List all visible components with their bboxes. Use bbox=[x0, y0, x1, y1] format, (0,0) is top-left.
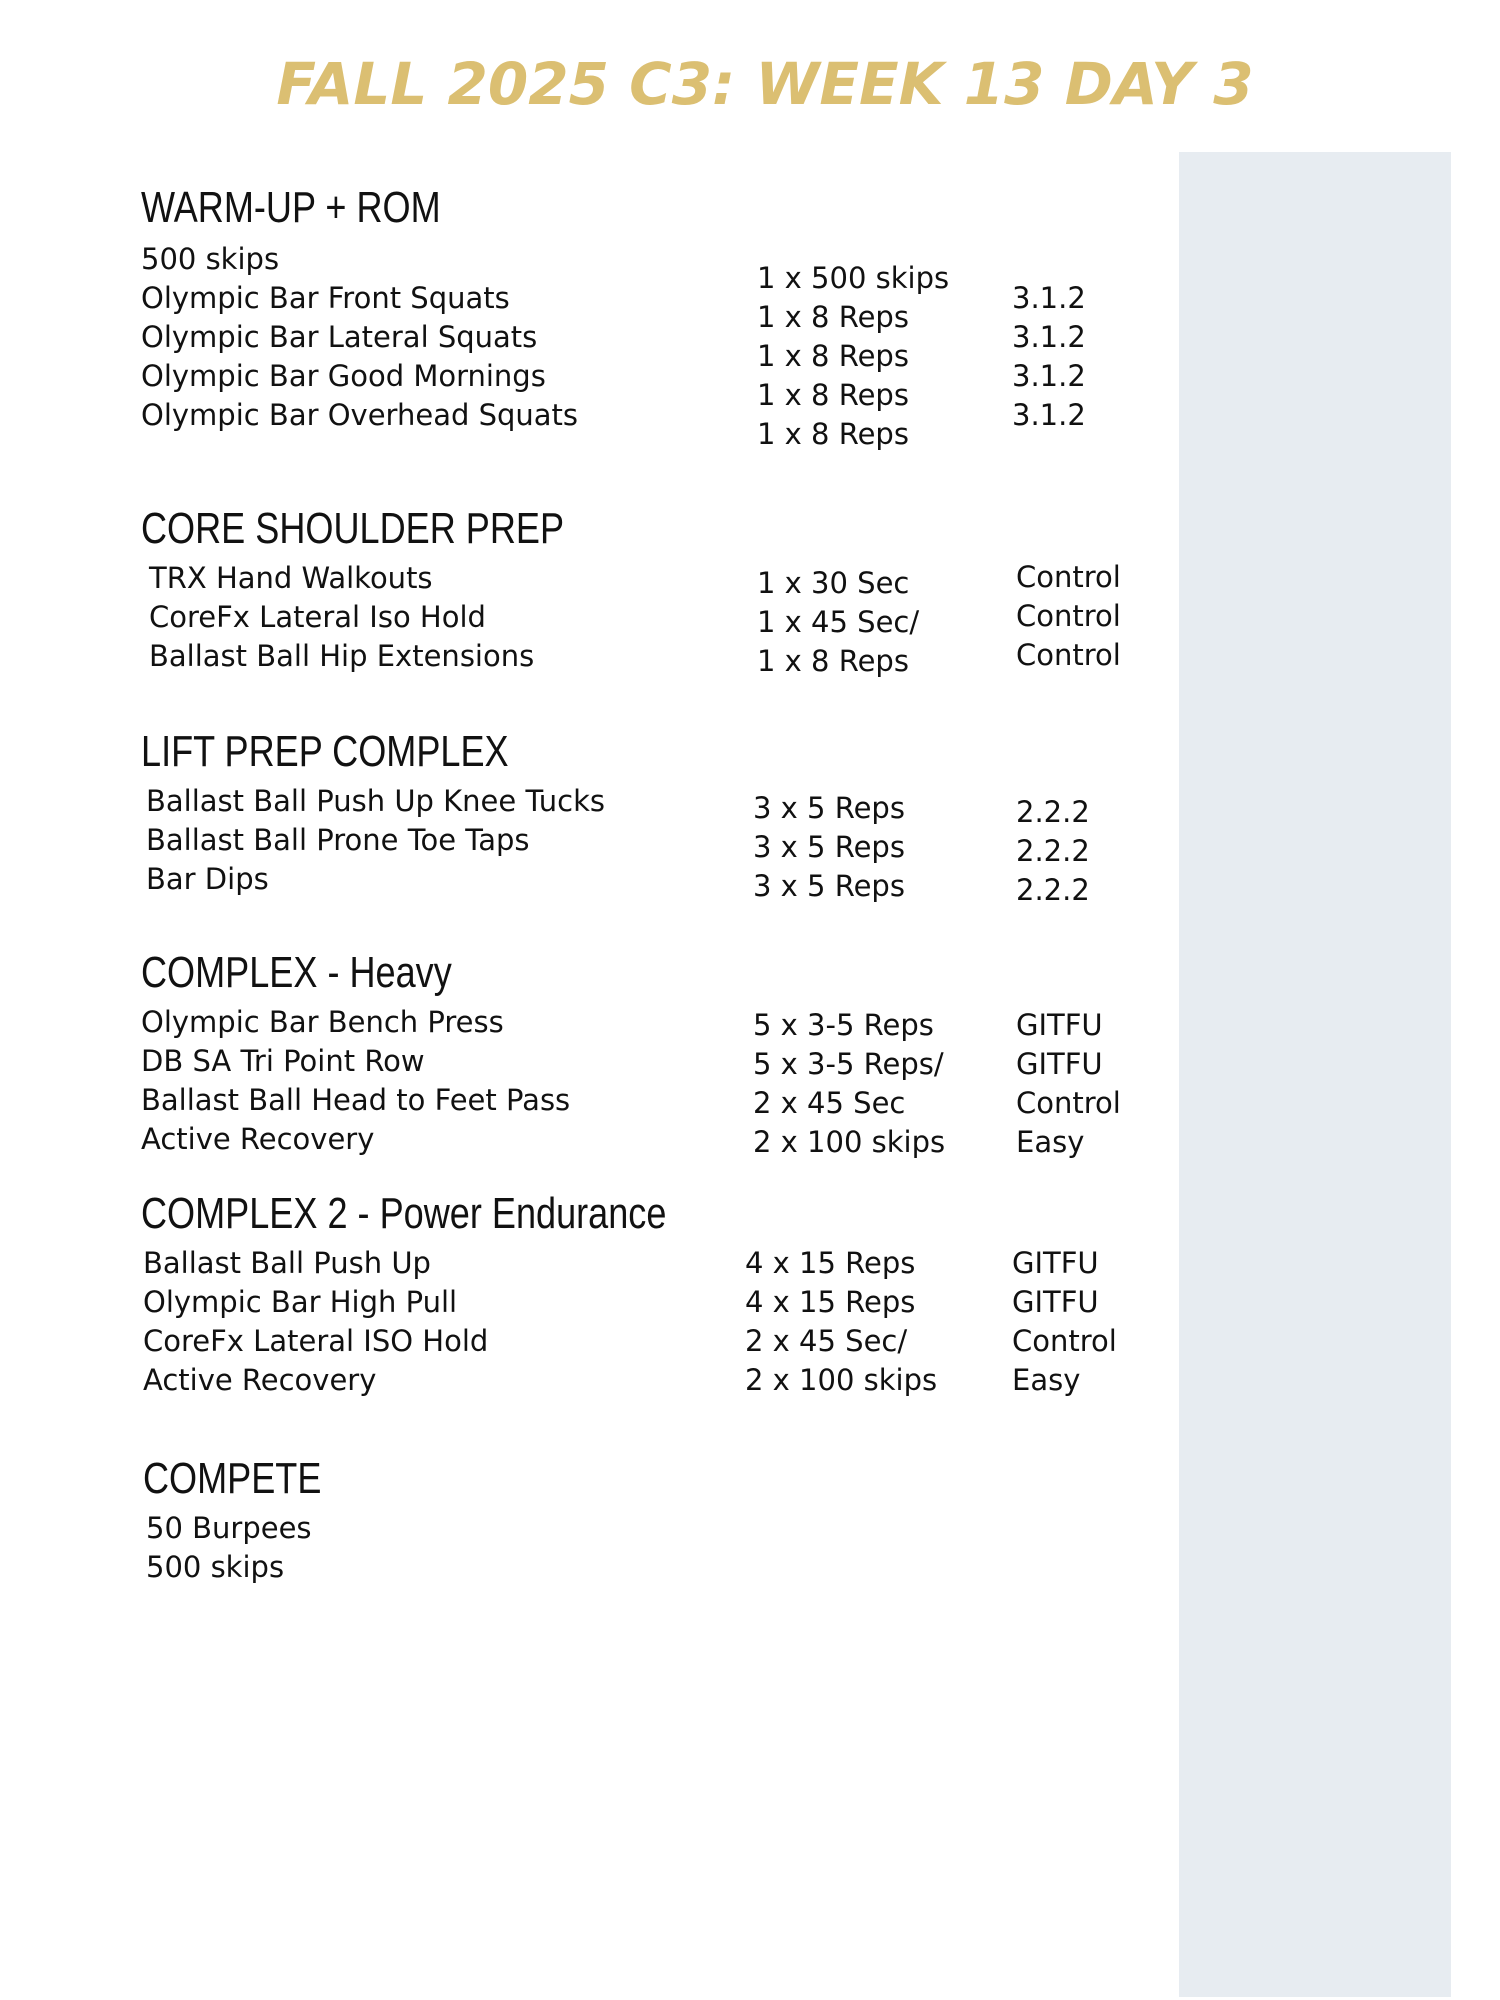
exercise-name: Olympic Bar High Pull bbox=[143, 1285, 458, 1319]
tempo: 3.1.2 bbox=[1012, 359, 1086, 393]
exercise-name: Olympic Bar Overhead Squats bbox=[141, 398, 579, 432]
exercise-name: Active Recovery bbox=[143, 1363, 377, 1397]
exercise-name: Olympic Bar Good Mornings bbox=[141, 359, 546, 393]
tempo: Easy bbox=[1016, 1125, 1085, 1159]
tempo: Easy bbox=[1012, 1363, 1081, 1397]
sets-reps: 1 x 45 Sec/ bbox=[757, 605, 920, 639]
exercise-name: Ballast Ball Prone Toe Taps bbox=[146, 823, 530, 857]
sets-reps: 3 x 5 Reps bbox=[753, 830, 905, 864]
exercise-name: Active Recovery bbox=[141, 1122, 375, 1156]
exercise-list bbox=[146, 782, 605, 899]
sets-list bbox=[757, 564, 919, 681]
sets-reps: 5 x 3-5 Reps bbox=[753, 1008, 934, 1042]
sets-reps: 1 x 8 Reps bbox=[757, 378, 909, 412]
exercise-list bbox=[143, 1244, 488, 1400]
sets-reps: 4 x 15 Reps bbox=[745, 1285, 916, 1319]
tempo-list bbox=[1016, 1006, 1121, 1162]
exercise-name: Ballast Ball Hip Extensions bbox=[149, 639, 535, 673]
tempo: GITFU bbox=[1016, 1047, 1103, 1081]
sets-reps: 1 x 8 Reps bbox=[757, 300, 909, 334]
exercise-name: DB SA Tri Point Row bbox=[141, 1044, 425, 1078]
sets-reps: 3 x 5 Reps bbox=[753, 791, 905, 825]
tempo: Control bbox=[1016, 560, 1121, 594]
tempo-list bbox=[1012, 279, 1086, 435]
tempo-list bbox=[1016, 558, 1121, 675]
exercise-name: Olympic Bar Front Squats bbox=[141, 281, 510, 315]
page-title: FALL 2025 C3: WEEK 13 DAY 3 bbox=[276, 50, 1254, 118]
tempo: 2.2.2 bbox=[1016, 795, 1090, 829]
tempo: 3.1.2 bbox=[1012, 281, 1086, 315]
exercise-name: Ballast Ball Head to Feet Pass bbox=[141, 1083, 571, 1117]
sets-reps: 2 x 45 Sec/ bbox=[745, 1324, 908, 1358]
sets-reps: 1 x 8 Reps bbox=[757, 644, 909, 678]
exercise-list bbox=[141, 240, 578, 435]
section-heading: WARM-UP + ROM bbox=[141, 183, 441, 232]
exercise-list bbox=[146, 1509, 312, 1587]
exercise-name: CoreFx Lateral ISO Hold bbox=[143, 1324, 489, 1358]
sets-reps: 2 x 45 Sec bbox=[753, 1086, 906, 1120]
exercise-list bbox=[149, 559, 534, 676]
exercise-name: Olympic Bar Lateral Squats bbox=[141, 320, 538, 354]
tempo: 2.2.2 bbox=[1016, 873, 1090, 907]
tempo: GITFU bbox=[1012, 1246, 1099, 1280]
sets-reps: 1 x 30 Sec bbox=[757, 566, 910, 600]
sets-list bbox=[757, 259, 949, 454]
exercise-name: 500 skips bbox=[146, 1550, 285, 1584]
tempo-list bbox=[1012, 1244, 1117, 1400]
exercise-name: Ballast Ball Push Up bbox=[143, 1246, 431, 1280]
tempo: Control bbox=[1016, 1086, 1121, 1120]
sets-reps: 1 x 500 skips bbox=[757, 261, 950, 295]
exercise-name: 50 Burpees bbox=[146, 1511, 312, 1545]
sets-reps: 1 x 8 Reps bbox=[757, 339, 909, 373]
section-heading: CORE SHOULDER PREP bbox=[141, 504, 565, 553]
exercise-name: 500 skips bbox=[141, 242, 280, 276]
exercise-name: CoreFx Lateral Iso Hold bbox=[149, 600, 486, 634]
exercise-name: TRX Hand Walkouts bbox=[149, 561, 433, 595]
sets-reps: 2 x 100 skips bbox=[753, 1125, 946, 1159]
sets-reps: 1 x 8 Reps bbox=[757, 417, 909, 451]
exercise-name: Bar Dips bbox=[146, 862, 269, 896]
tempo: Control bbox=[1012, 1324, 1117, 1358]
tempo: 3.1.2 bbox=[1012, 320, 1086, 354]
section-heading: COMPETE bbox=[143, 1454, 322, 1503]
tempo: Control bbox=[1016, 599, 1121, 633]
sets-list bbox=[753, 1006, 945, 1162]
exercise-name: Ballast Ball Push Up Knee Tucks bbox=[146, 784, 606, 818]
tempo-list bbox=[1016, 793, 1090, 910]
tempo: 2.2.2 bbox=[1016, 834, 1090, 868]
sidebar-panel bbox=[1179, 152, 1451, 1997]
sets-reps: 5 x 3-5 Reps/ bbox=[753, 1047, 944, 1081]
sets-reps: 3 x 5 Reps bbox=[753, 869, 905, 903]
section-heading: COMPLEX 2 - Power Endurance bbox=[141, 1189, 667, 1238]
sets-list bbox=[753, 789, 905, 906]
exercise-name: Olympic Bar Bench Press bbox=[141, 1005, 504, 1039]
tempo: GITFU bbox=[1012, 1285, 1099, 1319]
section-heading: COMPLEX - Heavy bbox=[141, 948, 452, 997]
tempo: Control bbox=[1016, 638, 1121, 672]
sets-reps: 2 x 100 skips bbox=[745, 1363, 938, 1397]
sets-list bbox=[745, 1244, 937, 1400]
tempo: GITFU bbox=[1016, 1008, 1103, 1042]
section-heading: LIFT PREP COMPLEX bbox=[141, 727, 509, 776]
tempo: 3.1.2 bbox=[1012, 398, 1086, 432]
exercise-list bbox=[141, 1003, 570, 1159]
sets-reps: 4 x 15 Reps bbox=[745, 1246, 916, 1280]
